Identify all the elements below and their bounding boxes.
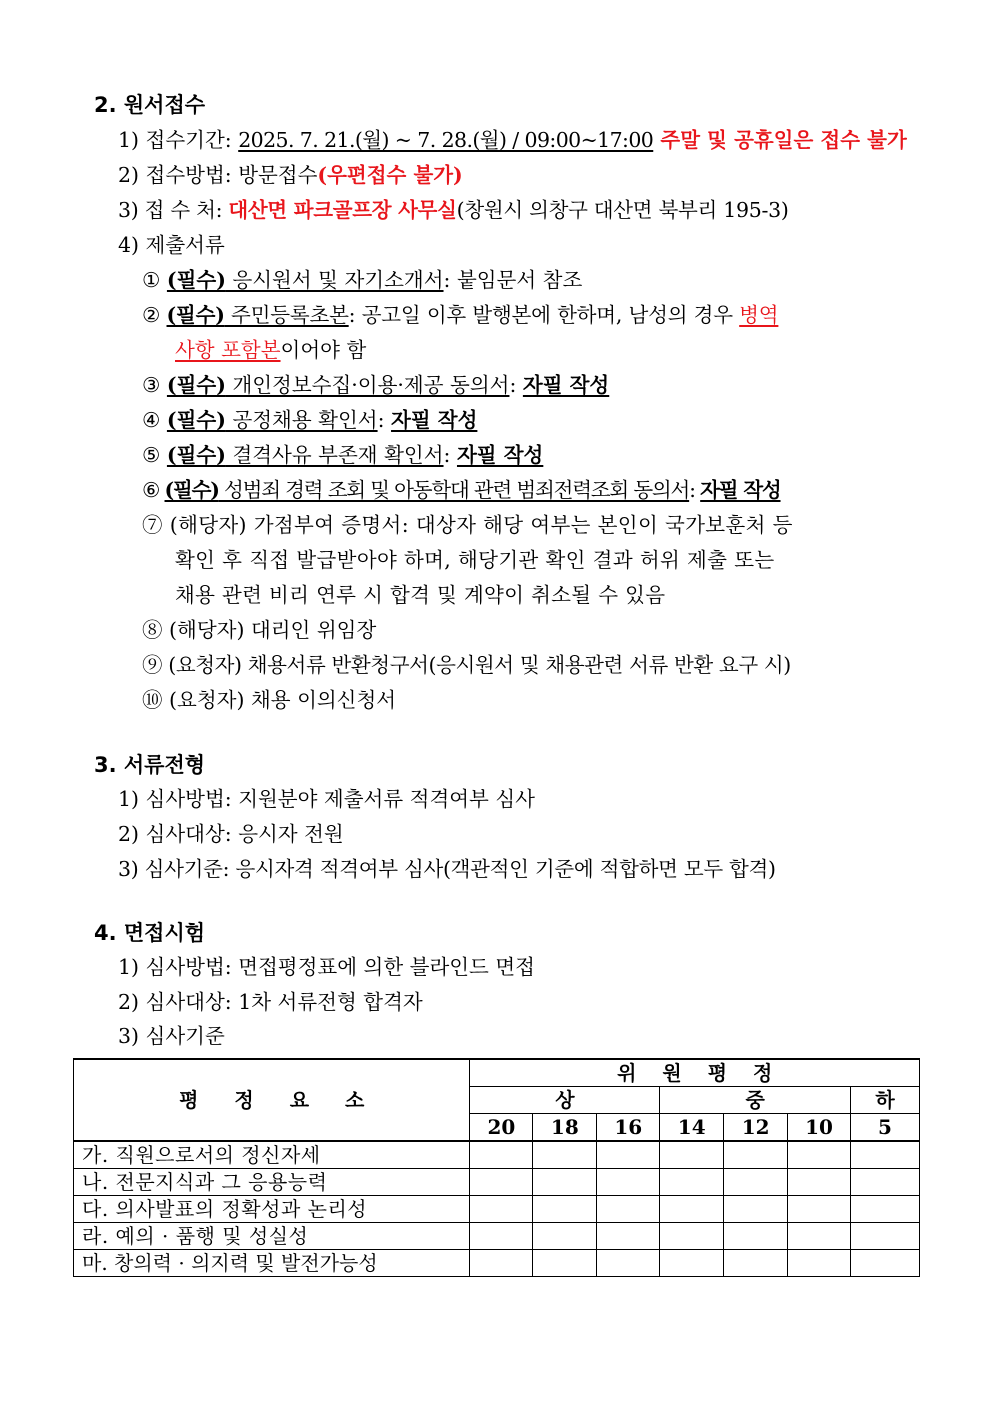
- score-cell: [533, 1141, 597, 1169]
- grade-low: 하: [851, 1087, 920, 1114]
- row-label: 가. 직원으로서의 정신자세: [74, 1141, 470, 1169]
- score-cell: [660, 1141, 724, 1169]
- score-cell: [851, 1169, 920, 1196]
- doc-7-line-2: 확인 후 직접 발급받아야 하며, 해당기관 확인 결과 허위 제출 또는: [175, 548, 775, 572]
- s2-place-label: 3) 접 수 처:: [118, 198, 229, 222]
- section-4-title: 4. 면접시험: [94, 921, 206, 945]
- doc-7-line-1: (해당자) 가점부여 증명서: 대상자 해당 여부는 본인이 국가보훈처 등: [169, 513, 793, 537]
- doc-1-rest: : 붙임문서 참조: [443, 268, 583, 292]
- doc-item-2-cont: [175, 335, 366, 365]
- doc-2-rest: : 공고일 이후 발행본에 한하며, 남성의 경우: [348, 303, 740, 327]
- score-18: 18: [533, 1114, 597, 1142]
- score-cell: [660, 1223, 724, 1250]
- doc-3-number: ③: [142, 373, 161, 397]
- score-cell: [788, 1169, 851, 1196]
- s4-target: 2) 심사대상: 1차 서류전형 합격자: [118, 990, 423, 1014]
- score-cell: [851, 1250, 920, 1277]
- doc-3-rest: :: [509, 373, 523, 397]
- doc-6-name: 성범죄 경력 조회 및 아동학대 관련 범죄전력조회 동의서: [218, 478, 690, 502]
- score-cell: [724, 1196, 788, 1223]
- doc-2-required: (필수): [166, 303, 225, 327]
- score-cell: [724, 1250, 788, 1277]
- score-cell: [724, 1169, 788, 1196]
- s3-target: 2) 심사대상: 응시자 전원: [118, 822, 344, 846]
- doc-2-red-2: 사항 포함본: [175, 338, 281, 362]
- doc-3-handwrite: 자필 작성: [522, 373, 610, 397]
- table-row: [74, 1141, 920, 1169]
- s2-period-label: 1) 접수기간:: [118, 128, 239, 152]
- doc-5-number: ⑤: [142, 443, 161, 467]
- doc-2-name: 주민등록초본: [224, 303, 349, 327]
- score-cell: [660, 1196, 724, 1223]
- s2-period-line: [118, 125, 907, 155]
- doc-3-required: (필수): [166, 373, 226, 397]
- score-12: 12: [724, 1114, 788, 1142]
- table-row: [74, 1223, 920, 1250]
- s2-place-name: 대산면 파크골프장 사무실: [228, 198, 457, 222]
- score-cell: [597, 1169, 660, 1196]
- score-cell: [660, 1169, 724, 1196]
- score-cell: [788, 1196, 851, 1223]
- doc-2-rest-2: 이어야 함: [280, 338, 367, 362]
- doc-2-number: ②: [142, 303, 161, 327]
- score-cell: [788, 1250, 851, 1277]
- score-5: 5: [851, 1114, 920, 1142]
- doc-item-8: [142, 615, 376, 645]
- s2-docs-label: 4) 제출서류: [118, 233, 225, 257]
- doc-item-2: [142, 300, 778, 330]
- s4-method: 1) 심사방법: 면접평정표에 의한 블라인드 면접: [118, 955, 535, 979]
- score-cell: [470, 1196, 533, 1223]
- table-row: [74, 1250, 920, 1277]
- doc-9-number: ⑨: [142, 653, 163, 677]
- score-cell: [788, 1223, 851, 1250]
- doc-item-5: [142, 440, 543, 470]
- doc-item-4: [142, 405, 477, 435]
- row-label: 다. 의사발표의 정확성과 논리성: [74, 1196, 470, 1223]
- row-label: 나. 전문지식과 그 응용능력: [74, 1169, 470, 1196]
- s2-place-address: (창원시 의창구 대산면 북부리 195-3): [456, 198, 789, 222]
- doc-7-line-3: 채용 관련 비리 연루 시 합격 및 계약이 취소될 수 있음: [175, 583, 666, 607]
- grade-mid: 중: [660, 1087, 851, 1114]
- doc-4-rest: :: [377, 408, 392, 432]
- doc-8-text: (해당자) 대리인 위임장: [169, 618, 377, 642]
- doc-6-handwrite: 자필 작성: [700, 478, 781, 502]
- table-row: [74, 1169, 920, 1196]
- committee-header: 위원평정: [470, 1059, 920, 1087]
- s2-method-label: 2) 접수방법: 방문접수: [118, 163, 318, 187]
- doc-item-6: [142, 475, 781, 505]
- row-label: 라. 예의 · 품행 및 성실성: [74, 1223, 470, 1250]
- doc-3-name: 개인정보수집·이용·제공 동의서: [225, 373, 510, 397]
- score-cell: [470, 1223, 533, 1250]
- doc-2-red-1: 병역: [739, 303, 779, 327]
- score-16: 16: [597, 1114, 660, 1142]
- score-cell: [470, 1141, 533, 1169]
- doc-1-number: ①: [142, 268, 161, 292]
- score-cell: [470, 1169, 533, 1196]
- doc-7-number: ⑦: [142, 513, 163, 537]
- interview-score-table: [73, 1058, 920, 1277]
- score-cell: [660, 1250, 724, 1277]
- section-2-title: 2. 원서접수: [94, 93, 206, 117]
- doc-item-1: [142, 265, 582, 295]
- score-cell: [597, 1141, 660, 1169]
- element-header: 평정요소: [74, 1059, 470, 1141]
- score-cell: [533, 1250, 597, 1277]
- score-cell: [533, 1196, 597, 1223]
- doc-5-rest: :: [443, 443, 457, 467]
- doc-item-9: [142, 650, 791, 680]
- score-cell: [597, 1196, 660, 1223]
- score-cell: [788, 1141, 851, 1169]
- doc-item-10: [142, 685, 396, 715]
- score-cell: [724, 1141, 788, 1169]
- s2-method-line: [118, 160, 463, 190]
- doc-10-number: ⑩: [142, 688, 163, 712]
- doc-10-text: (요청자) 채용 이의신청서: [169, 688, 397, 712]
- row-label: 마. 창의력 · 의지력 및 발전가능성: [74, 1250, 470, 1277]
- doc-item-7: [142, 510, 793, 540]
- s2-place-line: [118, 195, 789, 225]
- score-20: 20: [470, 1114, 533, 1142]
- s2-period-note: 주말 및 공휴일은 접수 불가: [653, 128, 907, 152]
- score-cell: [724, 1223, 788, 1250]
- doc-4-handwrite: 자필 작성: [391, 408, 478, 432]
- grade-high: 상: [470, 1087, 660, 1114]
- section-3-title: 3. 서류전형: [94, 753, 206, 777]
- doc-6-number: ⑥: [142, 478, 160, 502]
- doc-6-required: (필수): [164, 478, 219, 502]
- doc-6-rest: :: [689, 478, 701, 502]
- doc-9-text: (요청자) 채용서류 반환청구서(응시원서 및 채용관련 서류 반환 요구 시): [168, 653, 791, 677]
- s2-method-note: (우편접수 불가): [317, 163, 463, 187]
- doc-5-name: 결격사유 부존재 확인서: [225, 443, 444, 467]
- s3-method: 1) 심사방법: 지원분야 제출서류 적격여부 심사: [118, 787, 535, 811]
- doc-8-number: ⑧: [142, 618, 163, 642]
- s2-period-value: 2025. 7. 21.(월) ~ 7. 28.(월) / 09:00~17:00: [238, 128, 654, 152]
- doc-item-3: [142, 370, 609, 400]
- score-cell: [533, 1223, 597, 1250]
- doc-5-handwrite: 자필 작성: [456, 443, 544, 467]
- doc-1-required: (필수): [166, 268, 226, 292]
- s3-criteria: 3) 심사기준: 응시자격 적격여부 심사(객관적인 기준에 적합하면 모두 합격): [118, 857, 776, 881]
- doc-4-name: 공정채용 확인서: [225, 408, 378, 432]
- score-cell: [851, 1196, 920, 1223]
- score-14: 14: [660, 1114, 724, 1142]
- score-cell: [851, 1141, 920, 1169]
- doc-1-name: 응시원서 및 자기소개서: [225, 268, 444, 292]
- score-10: 10: [788, 1114, 851, 1142]
- doc-4-number: ④: [142, 408, 161, 432]
- doc-4-required: (필수): [166, 408, 226, 432]
- doc-5-required: (필수): [166, 443, 226, 467]
- score-cell: [597, 1250, 660, 1277]
- score-cell: [597, 1223, 660, 1250]
- score-cell: [851, 1223, 920, 1250]
- s4-criteria: 3) 심사기준: [118, 1024, 225, 1048]
- score-cell: [470, 1250, 533, 1277]
- table-row: [74, 1196, 920, 1223]
- score-cell: [533, 1169, 597, 1196]
